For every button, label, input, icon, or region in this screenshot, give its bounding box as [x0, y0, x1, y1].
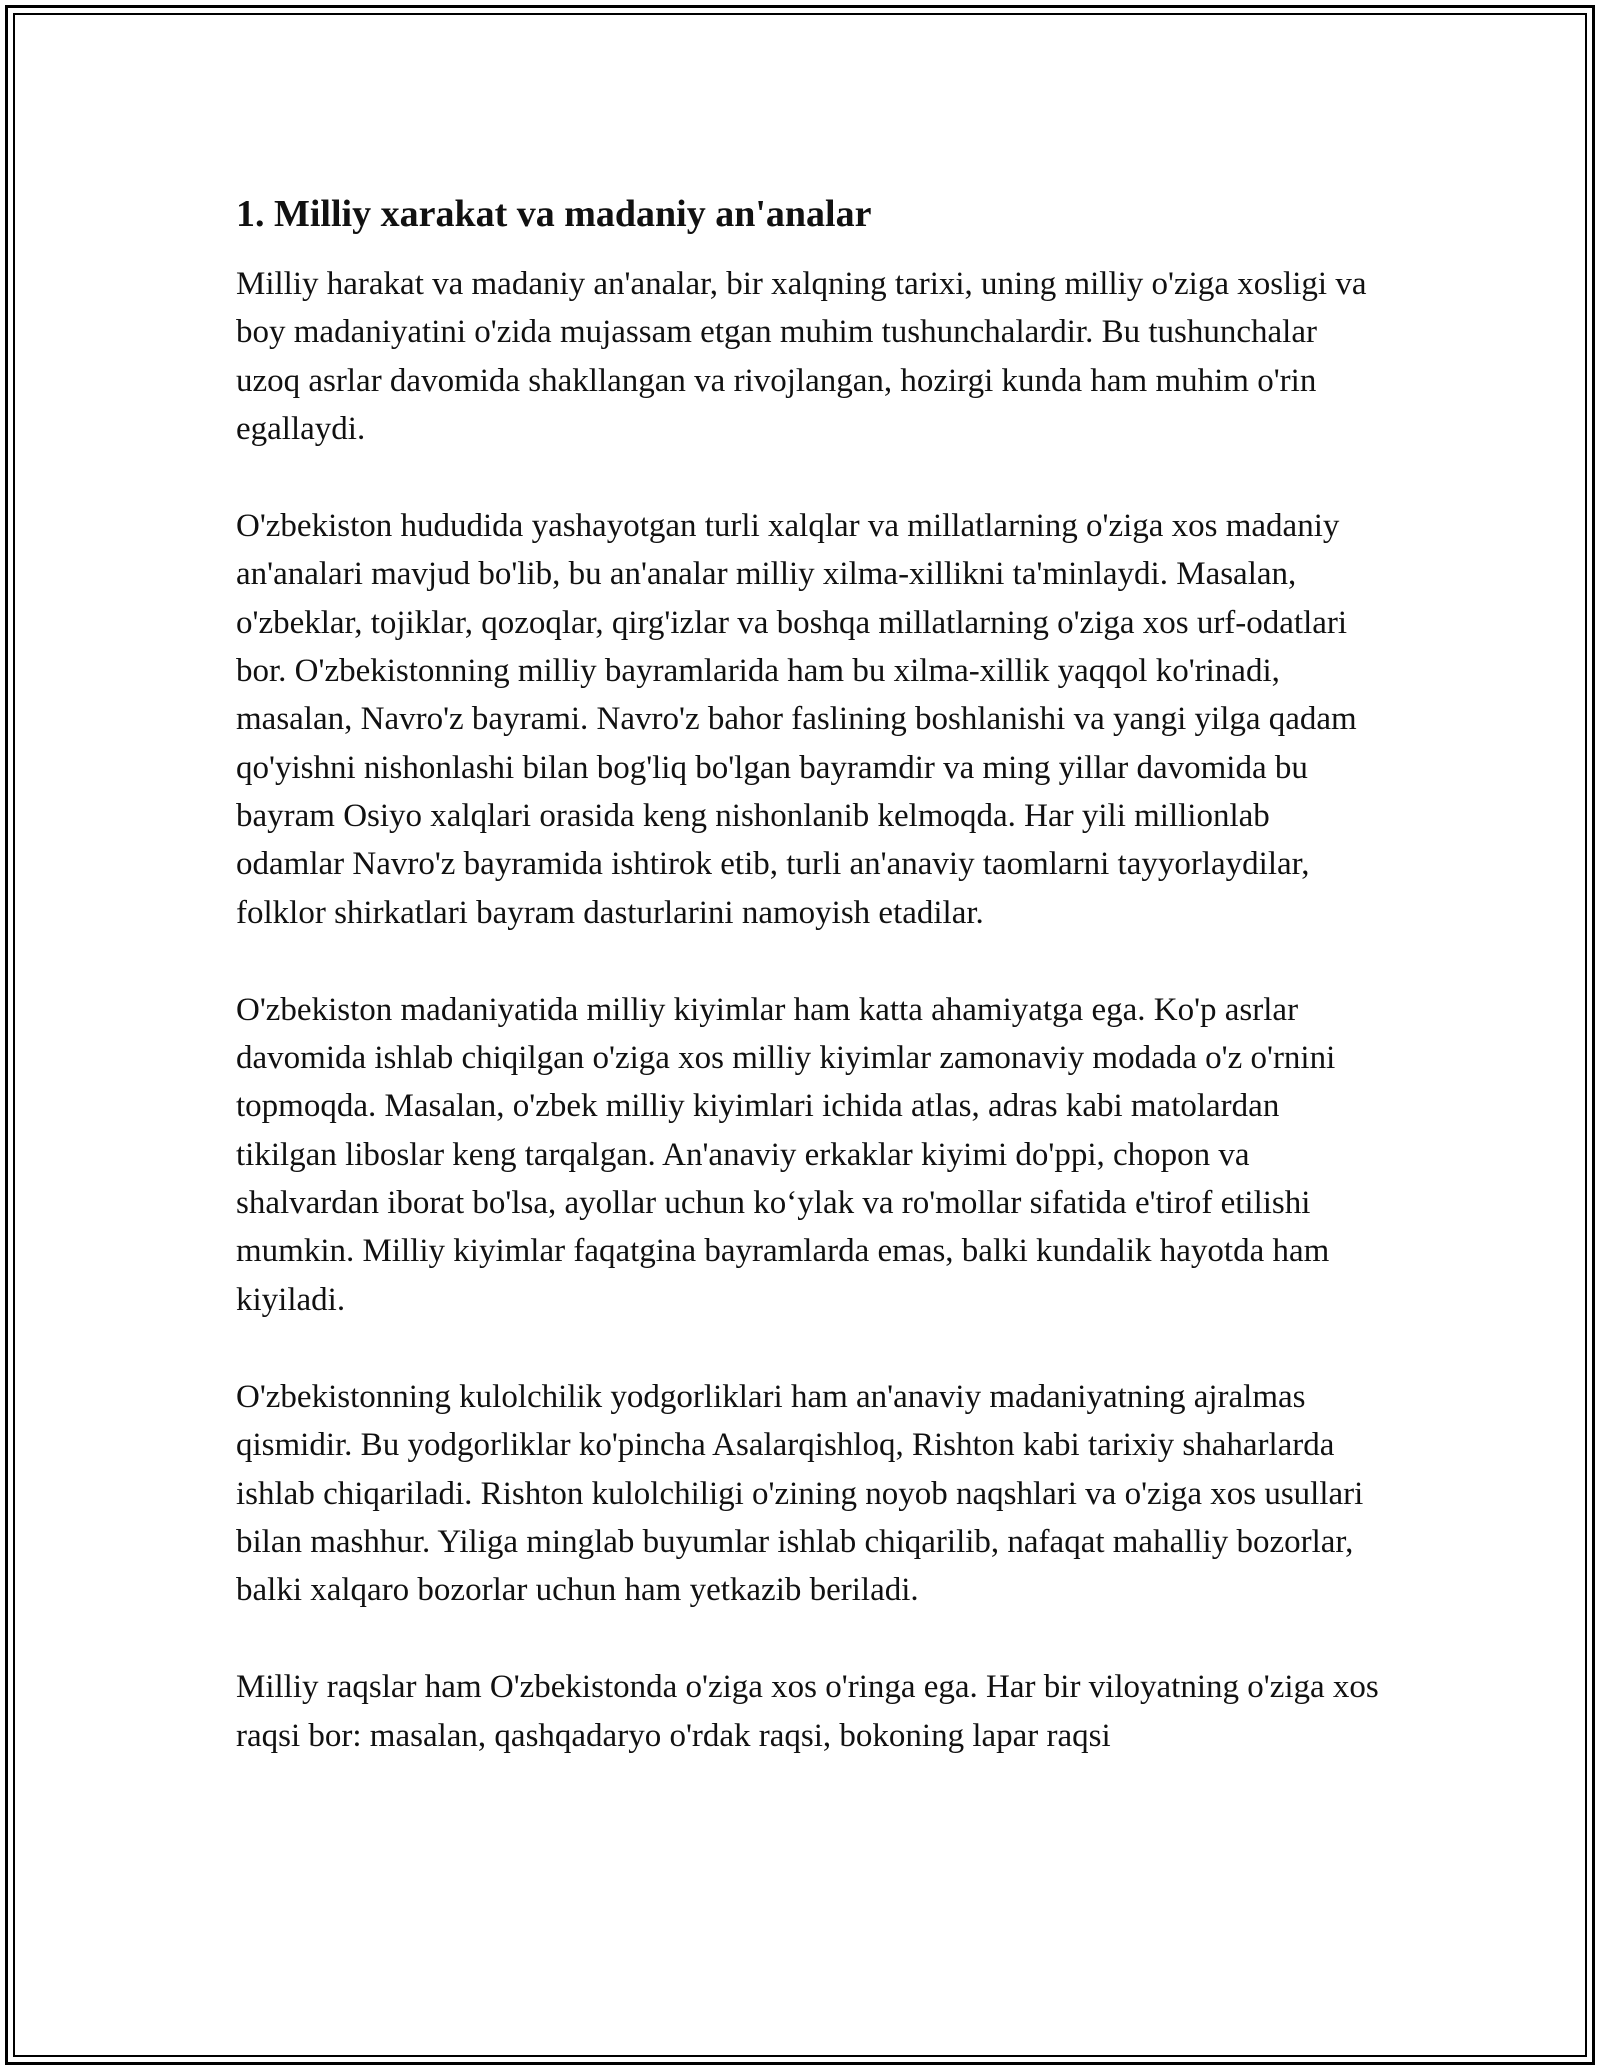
- paragraph-intro: Milliy harakat va madaniy an'analar, bir xalqning tarixi, uning milliy o'ziga xosligi va boy madaniyatini o'zida mujassam etgan muhim tushunchalardir. Bu tushunchalar uzoq asrlar davomida shakllangan va rivojlangan, hozirgi kunda ham muhim o'rin egallaydi.: [236, 266, 1367, 447]
- paragraph-national-dances: Milliy raqslar ham O'zbekistonda o'ziga xos o'ringa ega. Har bir viloyatning o'ziga xos raqsi bor: masalan, qashqadaryo o'rdak raqsi, bokoning lapar raqsi: [236, 1669, 1379, 1754]
- paragraph-peoples-navruz: O'zbekiston hududida yashayotgan turli xalqlar va millatlarning o'ziga xos madaniy an'analari mavjud bo'lib, bu an'analar milliy xilma-xillikni ta'minlaydi. Masalan, o'zbeklar, tojiklar, qozoqlar, qirg'izlar va boshqa millatlarning o'ziga xos urf-odatlari bor. O'zbekistonning milliy bayramlarida ham bu xilma-xillik yaqqol ko'rinadi, masalan, Navro'z bayrami. Navro'z bahor faslining boshlanishi va yangi yilga qadam qo'yishni nishonlashi bilan bog'liq bo'lgan bayramdir va ming yillar davomida bu bayram Osiyo xalqlari orasida keng nishonlanib kelmoqda. Har yili millionlab odamlar Navro'z bayramida ishtirok etib, turli an'anaviy taomlarni tayyorlaydilar, folklor shirkatlari bayram dasturlarini namoyish etadilar.: [236, 508, 1357, 931]
- section-heading: 1. Milliy xarakat va madaniy an'analar: [236, 193, 872, 235]
- document-body: [236, 188, 1386, 1809]
- paragraph-pottery: O'zbekistonning kulolchilik yodgorliklari ham an'anaviy madaniyatning ajralmas qismidir. Bu yodgorliklar ko'pincha Asalarqishloq, Rishton kabi tarixiy shaharlarda ishlab chiqariladi. Rishton kulolchiligi o'zining noyob naqshlari va o'ziga xos usullari bilan mashhur. Yiliga minglab buyumlar ishlab chiqarilib, nafaqat mahalliy bozorlar, balki xalqaro bozorlar uchun ham yetkazib beriladi.: [236, 1378, 1364, 1609]
- paragraph-national-clothing: O'zbekiston madaniyatida milliy kiyimlar ham katta ahamiyatga ega. Ko'p asrlar davomida ishlab chiqilgan o'ziga xos milliy kiyimlar zamonaviy modada o'z o'rnini topmoqda. Masalan, o'zbek milliy kiyimlari ichida atlas, adras kabi matolardan tikilgan liboslar keng tarqalgan. An'anaviy erkaklar kiyimi do'ppi, chopon va shalvardan iborat bo'lsa, ayollar uchun ko‘ylak va ro'mollar sifatida e'tirof etilishi mumkin. Milliy kiyimlar faqatgina bayramlarda emas, balki kundalik hayotda ham kiyiladi.: [236, 991, 1336, 1318]
